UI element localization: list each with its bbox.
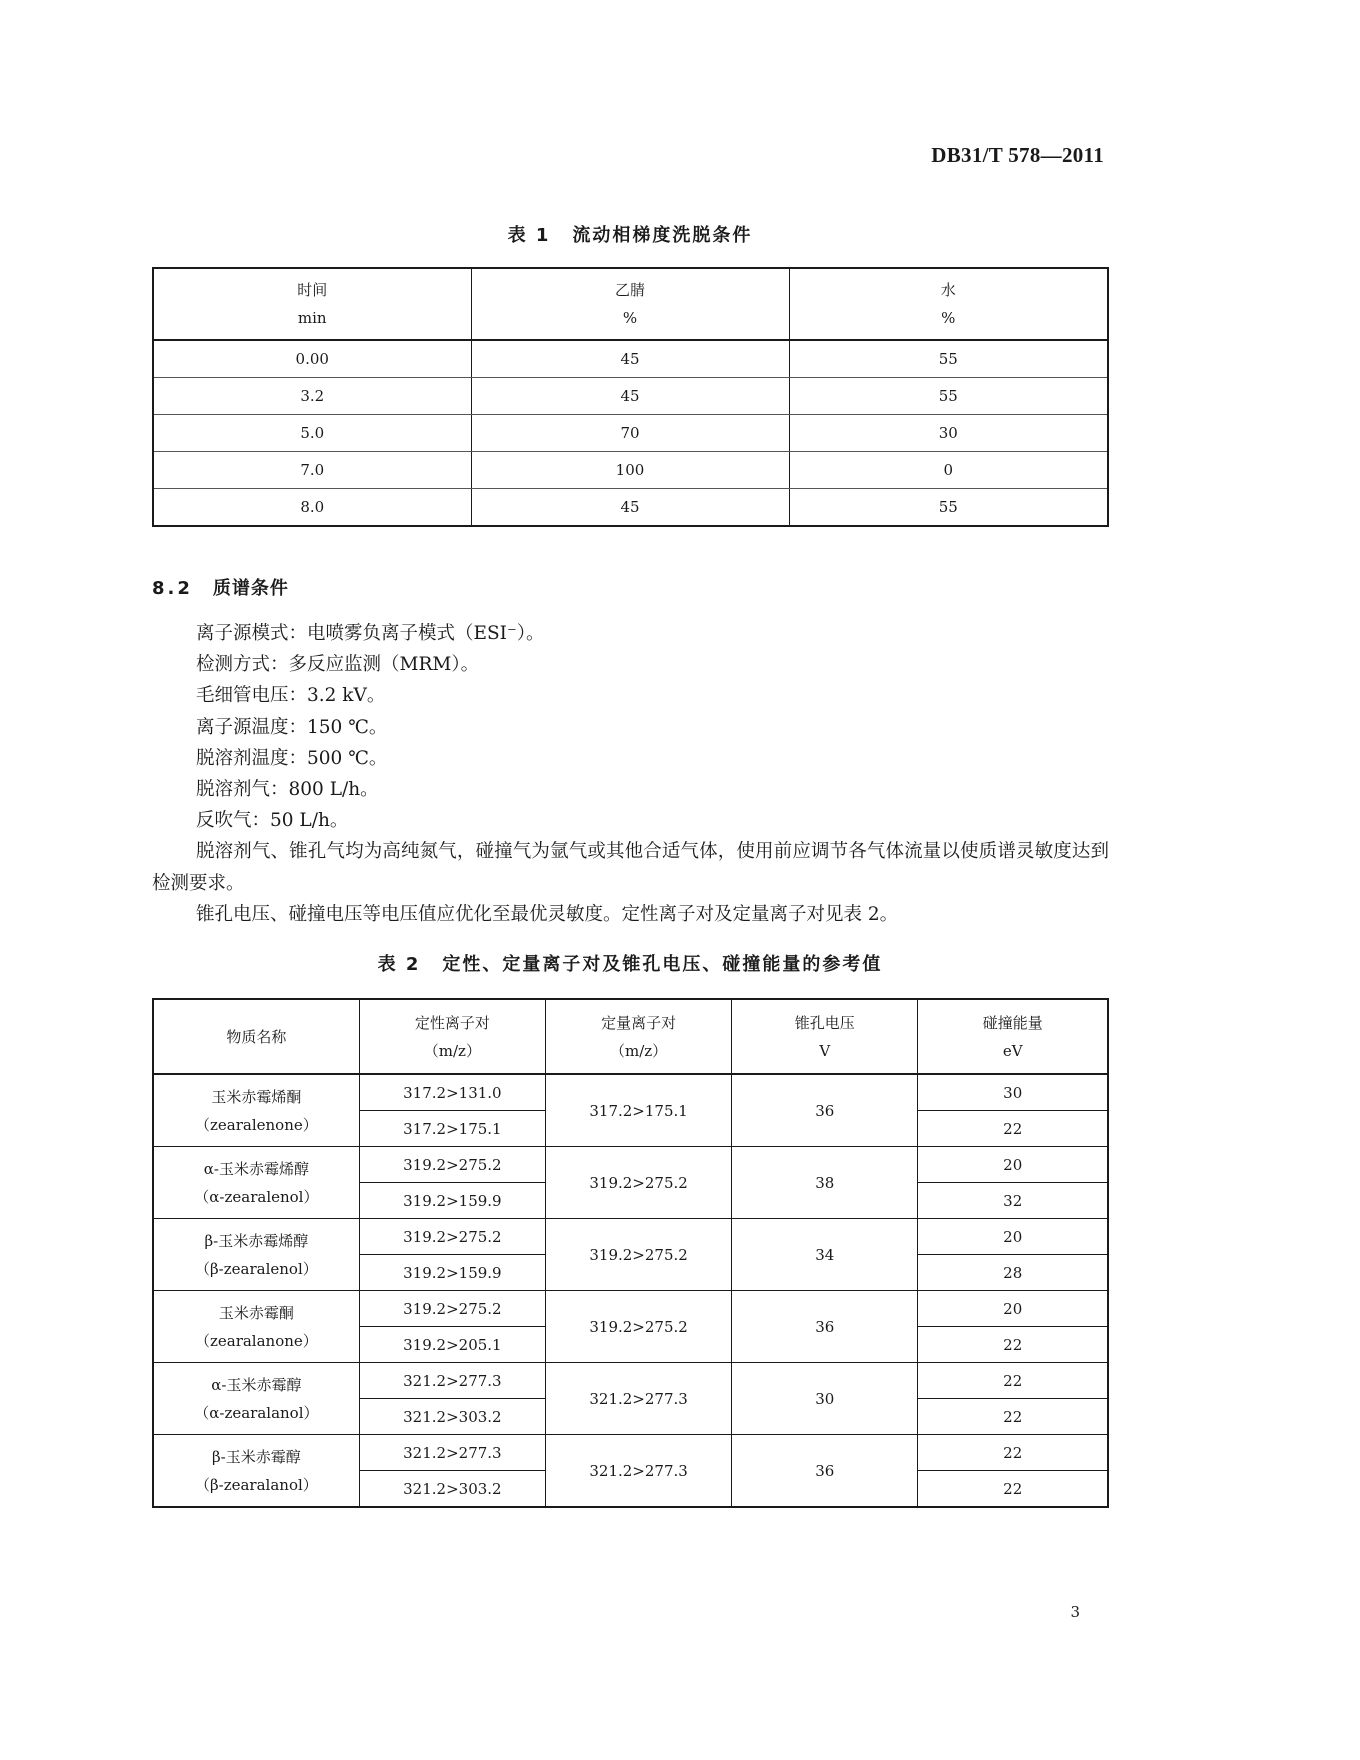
- collision-energy-cell: 32: [918, 1183, 1108, 1219]
- header-unit: %: [941, 309, 956, 327]
- quantitative-ion-cell: 319.2>275.2: [545, 1147, 731, 1219]
- cone-voltage-cell: 36: [732, 1074, 918, 1147]
- collision-energy-cell: 20: [918, 1147, 1108, 1183]
- qualitative-ion-cell: 319.2>159.9: [359, 1255, 545, 1291]
- table1-caption: [0, 221, 1260, 247]
- collision-energy-cell: 22: [918, 1363, 1108, 1399]
- substance-name-en: （α-zearalanol）: [194, 1403, 319, 1422]
- qualitative-ion-cell: 319.2>159.9: [359, 1183, 545, 1219]
- substance-name-cell: [153, 1435, 359, 1508]
- section-heading: [152, 574, 289, 600]
- table-cell: 55: [789, 489, 1108, 527]
- table-cell: 3.2: [153, 378, 471, 415]
- table2-header-cell: [732, 999, 918, 1074]
- table-cell: 0.00: [153, 340, 471, 378]
- collision-energy-cell: 22: [918, 1111, 1108, 1147]
- header-unit: （m/z）: [610, 1041, 668, 1060]
- table2-caption-number: 表 2: [377, 954, 421, 975]
- table-row: [153, 1435, 1108, 1471]
- table1-gradient: [152, 267, 1109, 527]
- collision-energy-cell: 20: [918, 1291, 1108, 1327]
- table1-caption-number: 表 1: [507, 225, 551, 246]
- section-title: 质谱条件: [212, 578, 289, 599]
- cone-voltage-cell: 36: [732, 1435, 918, 1508]
- section-body: [152, 618, 1109, 930]
- header-unit: eV: [1002, 1041, 1023, 1060]
- paragraph: 毛细管电压：3.2 kV。: [196, 685, 386, 707]
- qualitative-ion-cell: 317.2>175.1: [359, 1111, 545, 1147]
- paragraph: 离子源模式：电喷雾负离子模式（ESI⁻）。: [196, 623, 545, 644]
- collision-energy-cell: 28: [918, 1255, 1108, 1291]
- cone-voltage-cell: 34: [732, 1219, 918, 1291]
- table1-header-cell: [789, 268, 1108, 340]
- substance-name-en: （zearalenone）: [195, 1115, 318, 1134]
- header-name: 定量离子对: [601, 1013, 677, 1032]
- qualitative-ion-cell: 321.2>303.2: [359, 1471, 545, 1508]
- table-row: [153, 415, 1108, 452]
- table2-header-cell: [153, 999, 359, 1074]
- qualitative-ion-cell: 319.2>275.2: [359, 1147, 545, 1183]
- paragraph: 脱溶剂温度：500 ℃。: [196, 747, 388, 769]
- cone-voltage-cell: 36: [732, 1291, 918, 1363]
- quantitative-ion-cell: 319.2>275.2: [545, 1219, 731, 1291]
- qualitative-ion-cell: 317.2>131.0: [359, 1074, 545, 1111]
- table-cell: 100: [471, 452, 789, 489]
- header-name: 定性离子对: [414, 1013, 490, 1032]
- substance-name-cn: 玉米赤霉酮: [218, 1303, 294, 1322]
- table2-header-cell: [918, 999, 1108, 1074]
- substance-name-cell: [153, 1074, 359, 1147]
- paragraph: 反吹气：50 L/h。: [196, 810, 349, 832]
- quantitative-ion-cell: 317.2>175.1: [545, 1074, 731, 1147]
- substance-name-cn: 玉米赤霉烯酮: [211, 1087, 302, 1106]
- table-row: [153, 1219, 1108, 1255]
- substance-name-cell: [153, 1363, 359, 1435]
- table-row: [153, 1074, 1108, 1111]
- table-cell: 45: [471, 489, 789, 527]
- collision-energy-cell: 22: [918, 1399, 1108, 1435]
- header-name: 时间: [297, 281, 328, 299]
- table1-caption-title: 流动相梯度洗脱条件: [572, 225, 753, 246]
- paragraph: 检测方式：多反应监测（MRM）。: [196, 654, 480, 676]
- table2-ion-pairs: [152, 998, 1109, 1508]
- page-number: 3: [1070, 1603, 1080, 1621]
- table1-header-cell: [471, 268, 789, 340]
- substance-name-cell: [153, 1219, 359, 1291]
- table-cell: 45: [471, 340, 789, 378]
- collision-energy-cell: 22: [918, 1471, 1108, 1508]
- collision-energy-cell: 22: [918, 1435, 1108, 1471]
- table2-header-row: [153, 999, 1108, 1074]
- table-row: [153, 1363, 1108, 1399]
- table-cell: 8.0: [153, 489, 471, 527]
- collision-energy-cell: 22: [918, 1327, 1108, 1363]
- table2-caption: [0, 950, 1260, 976]
- cone-voltage-cell: 38: [732, 1147, 918, 1219]
- table-cell: 7.0: [153, 452, 471, 489]
- header-name: 锥孔电压: [794, 1013, 855, 1032]
- substance-name-en: （β-zearalanol）: [194, 1475, 318, 1494]
- table-row: [153, 340, 1108, 378]
- qualitative-ion-cell: 319.2>275.2: [359, 1219, 545, 1255]
- collision-energy-cell: 20: [918, 1219, 1108, 1255]
- qualitative-ion-cell: 321.2>303.2: [359, 1399, 545, 1435]
- qualitative-ion-cell: 321.2>277.3: [359, 1363, 545, 1399]
- paragraph: 锥孔电压、碰撞电压等电压值应优化至最优灵敏度。定性离子对及定量离子对见表 2。: [196, 903, 899, 925]
- table-cell: 70: [471, 415, 789, 452]
- header-name: 乙腈: [614, 281, 645, 299]
- header-name: 碰撞能量: [982, 1013, 1043, 1032]
- header-unit: （m/z）: [423, 1041, 481, 1060]
- substance-name-cell: [153, 1291, 359, 1363]
- table-cell: 55: [789, 340, 1108, 378]
- substance-name-cell: [153, 1147, 359, 1219]
- table-cell: 0: [789, 452, 1108, 489]
- header-unit: min: [297, 309, 327, 327]
- table-cell: 5.0: [153, 415, 471, 452]
- qualitative-ion-cell: 321.2>277.3: [359, 1435, 545, 1471]
- substance-name-en: （α-zearalenol）: [194, 1187, 319, 1206]
- header-name: 物质名称: [226, 1027, 287, 1046]
- table-row: [153, 489, 1108, 527]
- header-name: 水: [940, 281, 956, 299]
- quantitative-ion-cell: 319.2>275.2: [545, 1291, 731, 1363]
- collision-energy-cell: 30: [918, 1074, 1108, 1111]
- substance-name-cn: β-玉米赤霉烯醇: [204, 1231, 309, 1250]
- qualitative-ion-cell: 319.2>205.1: [359, 1327, 545, 1363]
- table2-header-cell: [359, 999, 545, 1074]
- table2-caption-title: 定性、定量离子对及锥孔电压、碰撞能量的参考值: [442, 954, 883, 975]
- quantitative-ion-cell: 321.2>277.3: [545, 1435, 731, 1508]
- paragraph: 脱溶剂气、锥孔气均为高纯氮气，碰撞气为氩气或其他合适气体，使用前应调节各气体流量以使质谱灵敏度达到检测要求。: [152, 841, 1109, 894]
- header-unit: %: [622, 309, 638, 327]
- table-cell: 30: [789, 415, 1108, 452]
- table-cell: 45: [471, 378, 789, 415]
- table1-header-cell: [153, 268, 471, 340]
- table-row: [153, 1147, 1108, 1183]
- qualitative-ion-cell: 319.2>275.2: [359, 1291, 545, 1327]
- section-number: 8.2: [152, 578, 193, 599]
- substance-name-cn: α-玉米赤霉烯醇: [203, 1159, 309, 1178]
- table1-header-row: [153, 268, 1108, 340]
- table-row: [153, 378, 1108, 415]
- table2-header-cell: [545, 999, 731, 1074]
- table-cell: 55: [789, 378, 1108, 415]
- document-number: DB31/T 578—2011: [931, 143, 1104, 167]
- table-row: [153, 452, 1108, 489]
- substance-name-cn: α-玉米赤霉醇: [211, 1375, 302, 1394]
- paragraph: 离子源温度：150 ℃。: [196, 716, 388, 738]
- substance-name-cn: β-玉米赤霉醇: [212, 1447, 301, 1466]
- paragraph: 脱溶剂气：800 L/h。: [196, 779, 379, 801]
- header-unit: V: [819, 1041, 831, 1060]
- substance-name-en: （zearalanone）: [194, 1331, 318, 1350]
- substance-name-en: （β-zearalenol）: [195, 1259, 318, 1278]
- quantitative-ion-cell: 321.2>277.3: [545, 1363, 731, 1435]
- cone-voltage-cell: 30: [732, 1363, 918, 1435]
- table-row: [153, 1291, 1108, 1327]
